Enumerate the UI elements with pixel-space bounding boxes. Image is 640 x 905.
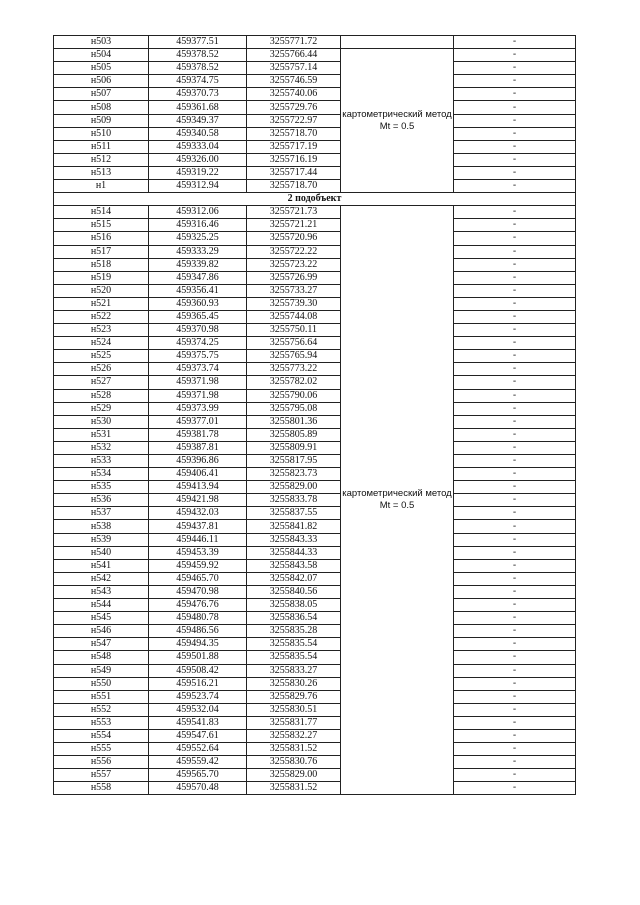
accuracy-cell: -: [454, 743, 576, 756]
x-coordinate-cell: 459375.75: [149, 350, 247, 363]
x-coordinate-cell: 459361.68: [149, 101, 247, 114]
x-coordinate-cell: 459370.98: [149, 324, 247, 337]
y-coordinate-cell: 3255726.99: [247, 271, 341, 284]
accuracy-cell: -: [454, 546, 576, 559]
point-name-cell: н512: [54, 153, 149, 166]
subobject-label: 2 подобъект: [54, 193, 576, 206]
y-coordinate-cell: 3255790.06: [247, 389, 341, 402]
table-row: [54, 625, 576, 638]
accuracy-cell: -: [454, 690, 576, 703]
point-name-cell: н555: [54, 743, 149, 756]
accuracy-cell: -: [454, 599, 576, 612]
point-name-cell: н505: [54, 62, 149, 75]
coordinates-table-body: [54, 36, 576, 795]
y-coordinate-cell: 3255835.54: [247, 651, 341, 664]
point-name-cell: н542: [54, 572, 149, 585]
y-coordinate-cell: 3255721.21: [247, 219, 341, 232]
point-name-cell: н557: [54, 769, 149, 782]
accuracy-cell: -: [454, 769, 576, 782]
accuracy-cell: -: [454, 166, 576, 179]
accuracy-cell: -: [454, 612, 576, 625]
point-name-cell: н506: [54, 75, 149, 88]
point-name-cell: н544: [54, 599, 149, 612]
point-name-cell: н504: [54, 49, 149, 62]
table-row: [54, 651, 576, 664]
table-row: [54, 88, 576, 101]
y-coordinate-cell: 3255721.73: [247, 206, 341, 219]
point-name-cell: н518: [54, 258, 149, 271]
table-row: [54, 743, 576, 756]
accuracy-cell: -: [454, 140, 576, 153]
empty-method-cell: [341, 36, 454, 49]
table-row: [54, 350, 576, 363]
point-name-cell: н528: [54, 389, 149, 402]
x-coordinate-cell: 459453.39: [149, 546, 247, 559]
table-row: [54, 153, 576, 166]
x-coordinate-cell: 459459.92: [149, 559, 247, 572]
y-coordinate-cell: 3255739.30: [247, 297, 341, 310]
y-coordinate-cell: 3255844.33: [247, 546, 341, 559]
table-row: [54, 101, 576, 114]
accuracy-cell: -: [454, 729, 576, 742]
table-row: [54, 756, 576, 769]
point-name-cell: н520: [54, 284, 149, 297]
table-row: [54, 533, 576, 546]
table-row: [54, 572, 576, 585]
y-coordinate-cell: 3255842.07: [247, 572, 341, 585]
point-name-cell: н554: [54, 729, 149, 742]
y-coordinate-cell: 3255835.54: [247, 638, 341, 651]
y-coordinate-cell: 3255717.19: [247, 140, 341, 153]
accuracy-cell: -: [454, 258, 576, 271]
accuracy-cell: -: [454, 638, 576, 651]
y-coordinate-cell: 3255832.27: [247, 729, 341, 742]
table-row: [54, 507, 576, 520]
x-coordinate-cell: 459480.78: [149, 612, 247, 625]
table-row: [54, 363, 576, 376]
x-coordinate-cell: 459377.01: [149, 415, 247, 428]
point-name-cell: н514: [54, 206, 149, 219]
y-coordinate-cell: 3255830.51: [247, 703, 341, 716]
y-coordinate-cell: 3255771.72: [247, 36, 341, 49]
accuracy-cell: -: [454, 153, 576, 166]
table-row: [54, 428, 576, 441]
y-coordinate-cell: 3255723.22: [247, 258, 341, 271]
accuracy-cell: -: [454, 310, 576, 323]
y-coordinate-cell: 3255722.22: [247, 245, 341, 258]
point-name-cell: н540: [54, 546, 149, 559]
table-row: [54, 638, 576, 651]
table-row: [54, 36, 576, 49]
accuracy-cell: -: [454, 232, 576, 245]
y-coordinate-cell: 3255829.76: [247, 690, 341, 703]
x-coordinate-cell: 459413.94: [149, 481, 247, 494]
table-row: [54, 455, 576, 468]
table-row: [54, 166, 576, 179]
x-coordinate-cell: 459541.83: [149, 716, 247, 729]
point-name-cell: н527: [54, 376, 149, 389]
x-coordinate-cell: 459339.82: [149, 258, 247, 271]
accuracy-cell: -: [454, 520, 576, 533]
accuracy-cell: -: [454, 206, 576, 219]
table-row: [54, 599, 576, 612]
accuracy-cell: -: [454, 494, 576, 507]
y-coordinate-cell: 3255829.00: [247, 769, 341, 782]
table-row: [54, 49, 576, 62]
y-coordinate-cell: 3255801.36: [247, 415, 341, 428]
table-row: [54, 324, 576, 337]
accuracy-cell: -: [454, 324, 576, 337]
table-row: [54, 140, 576, 153]
point-name-cell: н516: [54, 232, 149, 245]
x-coordinate-cell: 459365.45: [149, 310, 247, 323]
x-coordinate-cell: 459373.99: [149, 402, 247, 415]
x-coordinate-cell: 459432.03: [149, 507, 247, 520]
accuracy-cell: -: [454, 468, 576, 481]
table-row: [54, 468, 576, 481]
accuracy-cell: -: [454, 271, 576, 284]
x-coordinate-cell: 459381.78: [149, 428, 247, 441]
y-coordinate-cell: 3255823.73: [247, 468, 341, 481]
y-coordinate-cell: 3255805.89: [247, 428, 341, 441]
y-coordinate-cell: 3255717.44: [247, 166, 341, 179]
point-name-cell: н538: [54, 520, 149, 533]
x-coordinate-cell: 459316.46: [149, 219, 247, 232]
accuracy-cell: -: [454, 337, 576, 350]
point-name-cell: н539: [54, 533, 149, 546]
y-coordinate-cell: 3255746.59: [247, 75, 341, 88]
x-coordinate-cell: 459465.70: [149, 572, 247, 585]
y-coordinate-cell: 3255829.00: [247, 481, 341, 494]
y-coordinate-cell: 3255716.19: [247, 153, 341, 166]
accuracy-cell: -: [454, 376, 576, 389]
accuracy-cell: -: [454, 114, 576, 127]
x-coordinate-cell: 459356.41: [149, 284, 247, 297]
point-name-cell: н524: [54, 337, 149, 350]
accuracy-cell: -: [454, 507, 576, 520]
y-coordinate-cell: 3255830.76: [247, 756, 341, 769]
y-coordinate-cell: 3255843.33: [247, 533, 341, 546]
y-coordinate-cell: 3255756.64: [247, 337, 341, 350]
x-coordinate-cell: 459486.56: [149, 625, 247, 638]
x-coordinate-cell: 459547.61: [149, 729, 247, 742]
accuracy-cell: -: [454, 101, 576, 114]
table-row: [54, 415, 576, 428]
point-name-cell: н547: [54, 638, 149, 651]
accuracy-cell: -: [454, 481, 576, 494]
x-coordinate-cell: 459374.75: [149, 75, 247, 88]
y-coordinate-cell: 3255841.82: [247, 520, 341, 533]
y-coordinate-cell: 3255718.70: [247, 127, 341, 140]
table-row: [54, 310, 576, 323]
table-row: [54, 520, 576, 533]
accuracy-cell: -: [454, 62, 576, 75]
accuracy-cell: -: [454, 533, 576, 546]
x-coordinate-cell: 459501.88: [149, 651, 247, 664]
point-name-cell: н558: [54, 782, 149, 795]
x-coordinate-cell: 459559.42: [149, 756, 247, 769]
accuracy-cell: -: [454, 350, 576, 363]
point-name-cell: н521: [54, 297, 149, 310]
y-coordinate-cell: 3255782.02: [247, 376, 341, 389]
y-coordinate-cell: 3255817.95: [247, 455, 341, 468]
point-name-cell: н548: [54, 651, 149, 664]
table-row: [54, 494, 576, 507]
x-coordinate-cell: 459340.58: [149, 127, 247, 140]
y-coordinate-cell: 3255837.55: [247, 507, 341, 520]
accuracy-cell: -: [454, 297, 576, 310]
point-name-cell: н517: [54, 245, 149, 258]
x-coordinate-cell: 459378.52: [149, 62, 247, 75]
x-coordinate-cell: 459333.29: [149, 245, 247, 258]
accuracy-cell: -: [454, 219, 576, 232]
y-coordinate-cell: 3255720.96: [247, 232, 341, 245]
accuracy-cell: -: [454, 180, 576, 193]
point-name-cell: н546: [54, 625, 149, 638]
point-name-cell: н525: [54, 350, 149, 363]
y-coordinate-cell: 3255809.91: [247, 441, 341, 454]
x-coordinate-cell: 459565.70: [149, 769, 247, 782]
point-name-cell: н541: [54, 559, 149, 572]
point-name-cell: н529: [54, 402, 149, 415]
x-coordinate-cell: 459377.51: [149, 36, 247, 49]
x-coordinate-cell: 459373.74: [149, 363, 247, 376]
accuracy-cell: -: [454, 782, 576, 795]
accuracy-cell: -: [454, 389, 576, 402]
point-name-cell: н523: [54, 324, 149, 337]
x-coordinate-cell: 459360.93: [149, 297, 247, 310]
point-name-cell: н552: [54, 703, 149, 716]
table-row: [54, 127, 576, 140]
y-coordinate-cell: 3255733.27: [247, 284, 341, 297]
point-name-cell: н522: [54, 310, 149, 323]
table-row: [54, 703, 576, 716]
point-name-cell: н543: [54, 585, 149, 598]
table-row: [54, 337, 576, 350]
table-row: [54, 729, 576, 742]
table-row: [54, 389, 576, 402]
point-name-cell: н534: [54, 468, 149, 481]
x-coordinate-cell: 459516.21: [149, 677, 247, 690]
accuracy-cell: -: [454, 88, 576, 101]
x-coordinate-cell: 459319.22: [149, 166, 247, 179]
x-coordinate-cell: 459378.52: [149, 49, 247, 62]
y-coordinate-cell: 3255795.08: [247, 402, 341, 415]
y-coordinate-cell: 3255836.54: [247, 612, 341, 625]
subobject-row: [54, 193, 576, 206]
accuracy-cell: -: [454, 49, 576, 62]
accuracy-cell: -: [454, 36, 576, 49]
table-row: [54, 62, 576, 75]
y-coordinate-cell: 3255833.27: [247, 664, 341, 677]
table-row: [54, 782, 576, 795]
accuracy-cell: -: [454, 245, 576, 258]
accuracy-cell: -: [454, 441, 576, 454]
accuracy-cell: -: [454, 455, 576, 468]
point-name-cell: н511: [54, 140, 149, 153]
x-coordinate-cell: 459476.76: [149, 599, 247, 612]
accuracy-cell: -: [454, 402, 576, 415]
x-coordinate-cell: 459371.98: [149, 376, 247, 389]
table-row: [54, 559, 576, 572]
x-coordinate-cell: 459523.74: [149, 690, 247, 703]
accuracy-cell: -: [454, 625, 576, 638]
point-name-cell: н530: [54, 415, 149, 428]
y-coordinate-cell: 3255843.58: [247, 559, 341, 572]
y-coordinate-cell: 3255830.26: [247, 677, 341, 690]
method-cell: картометрический метод Mt = 0.5: [341, 49, 454, 193]
point-name-cell: н537: [54, 507, 149, 520]
x-coordinate-cell: 459396.86: [149, 455, 247, 468]
table-row: [54, 245, 576, 258]
accuracy-cell: -: [454, 428, 576, 441]
x-coordinate-cell: 459532.04: [149, 703, 247, 716]
accuracy-cell: -: [454, 75, 576, 88]
point-name-cell: н531: [54, 428, 149, 441]
point-name-cell: н515: [54, 219, 149, 232]
point-name-cell: н536: [54, 494, 149, 507]
point-name-cell: н556: [54, 756, 149, 769]
x-coordinate-cell: 459494.35: [149, 638, 247, 651]
x-coordinate-cell: 459371.98: [149, 389, 247, 402]
y-coordinate-cell: 3255766.44: [247, 49, 341, 62]
y-coordinate-cell: 3255722.97: [247, 114, 341, 127]
y-coordinate-cell: 3255835.28: [247, 625, 341, 638]
point-name-cell: н509: [54, 114, 149, 127]
x-coordinate-cell: 459333.04: [149, 140, 247, 153]
table-row: [54, 232, 576, 245]
table-row: [54, 180, 576, 193]
accuracy-cell: -: [454, 127, 576, 140]
x-coordinate-cell: 459406.41: [149, 468, 247, 481]
table-row: [54, 206, 576, 219]
y-coordinate-cell: 3255833.78: [247, 494, 341, 507]
point-name-cell: н550: [54, 677, 149, 690]
coordinates-table: [53, 35, 576, 795]
point-name-cell: н533: [54, 455, 149, 468]
table-row: [54, 664, 576, 677]
accuracy-cell: -: [454, 756, 576, 769]
accuracy-cell: -: [454, 664, 576, 677]
point-name-cell: н551: [54, 690, 149, 703]
table-row: [54, 481, 576, 494]
x-coordinate-cell: 459570.48: [149, 782, 247, 795]
x-coordinate-cell: 459470.98: [149, 585, 247, 598]
accuracy-cell: -: [454, 651, 576, 664]
point-name-cell: н519: [54, 271, 149, 284]
accuracy-cell: -: [454, 677, 576, 690]
x-coordinate-cell: 459552.64: [149, 743, 247, 756]
accuracy-cell: -: [454, 284, 576, 297]
table-row: [54, 271, 576, 284]
table-row: [54, 716, 576, 729]
accuracy-cell: -: [454, 703, 576, 716]
table-row: [54, 690, 576, 703]
y-coordinate-cell: 3255765.94: [247, 350, 341, 363]
x-coordinate-cell: 459347.86: [149, 271, 247, 284]
y-coordinate-cell: 3255840.56: [247, 585, 341, 598]
accuracy-cell: -: [454, 363, 576, 376]
y-coordinate-cell: 3255757.14: [247, 62, 341, 75]
x-coordinate-cell: 459370.73: [149, 88, 247, 101]
y-coordinate-cell: 3255831.52: [247, 743, 341, 756]
point-name-cell: н513: [54, 166, 149, 179]
point-name-cell: н510: [54, 127, 149, 140]
table-row: [54, 284, 576, 297]
point-name-cell: н545: [54, 612, 149, 625]
accuracy-cell: -: [454, 572, 576, 585]
table-row: [54, 769, 576, 782]
point-name-cell: н1: [54, 180, 149, 193]
method-cell: картометрический метод Mt = 0.5: [341, 206, 454, 795]
y-coordinate-cell: 3255744.08: [247, 310, 341, 323]
table-row: [54, 258, 576, 271]
x-coordinate-cell: 459446.11: [149, 533, 247, 546]
y-coordinate-cell: 3255718.70: [247, 180, 341, 193]
accuracy-cell: -: [454, 716, 576, 729]
x-coordinate-cell: 459312.94: [149, 180, 247, 193]
x-coordinate-cell: 459387.81: [149, 441, 247, 454]
accuracy-cell: -: [454, 585, 576, 598]
table-row: [54, 114, 576, 127]
x-coordinate-cell: 459349.37: [149, 114, 247, 127]
table-row: [54, 441, 576, 454]
accuracy-cell: -: [454, 559, 576, 572]
table-row: [54, 219, 576, 232]
x-coordinate-cell: 459421.98: [149, 494, 247, 507]
point-name-cell: н535: [54, 481, 149, 494]
table-row: [54, 402, 576, 415]
x-coordinate-cell: 459325.25: [149, 232, 247, 245]
table-row: [54, 612, 576, 625]
table-row: [54, 75, 576, 88]
y-coordinate-cell: 3255773.22: [247, 363, 341, 376]
x-coordinate-cell: 459326.00: [149, 153, 247, 166]
point-name-cell: н532: [54, 441, 149, 454]
point-name-cell: н553: [54, 716, 149, 729]
x-coordinate-cell: 459437.81: [149, 520, 247, 533]
x-coordinate-cell: 459312.06: [149, 206, 247, 219]
y-coordinate-cell: 3255838.05: [247, 599, 341, 612]
point-name-cell: н549: [54, 664, 149, 677]
point-name-cell: н508: [54, 101, 149, 114]
point-name-cell: н526: [54, 363, 149, 376]
table-row: [54, 376, 576, 389]
table-row: [54, 677, 576, 690]
table-row: [54, 297, 576, 310]
point-name-cell: н507: [54, 88, 149, 101]
y-coordinate-cell: 3255831.77: [247, 716, 341, 729]
table-row: [54, 546, 576, 559]
table-row: [54, 585, 576, 598]
y-coordinate-cell: 3255750.11: [247, 324, 341, 337]
x-coordinate-cell: 459374.25: [149, 337, 247, 350]
y-coordinate-cell: 3255729.76: [247, 101, 341, 114]
accuracy-cell: -: [454, 415, 576, 428]
y-coordinate-cell: 3255831.52: [247, 782, 341, 795]
x-coordinate-cell: 459508.42: [149, 664, 247, 677]
point-name-cell: н503: [54, 36, 149, 49]
y-coordinate-cell: 3255740.06: [247, 88, 341, 101]
